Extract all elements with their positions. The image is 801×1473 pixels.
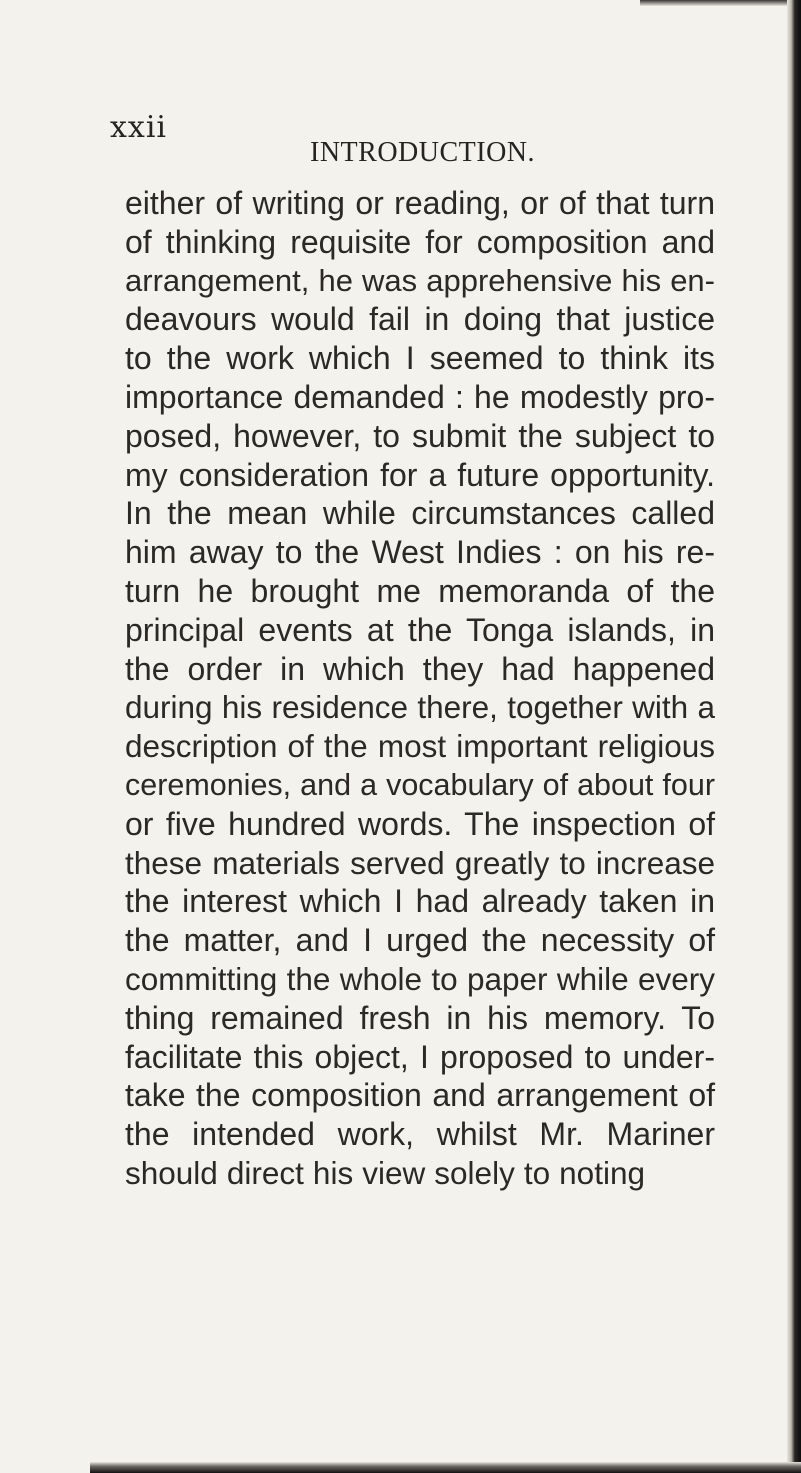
text-line: thing remained fresh in his memory. To	[125, 999, 715, 1036]
text-line: the order in which they had happened	[125, 650, 715, 687]
text-line: arrangement, he was apprehensive his en-	[125, 262, 715, 298]
text-line: principal events at the Tonga islands, in	[125, 611, 715, 648]
text-line: should direct his view solely to noting	[125, 1154, 645, 1191]
running-head: INTRODUCTION.	[310, 137, 536, 168]
text-line: these materials served greatly to increase	[125, 844, 715, 881]
text-line: deavours would fail in doing that justice	[125, 301, 715, 338]
page-right-edge	[787, 0, 801, 1473]
text-line: to the work which I seemed to think its	[125, 340, 715, 377]
text-line: my consideration for a future opportunity.	[125, 456, 715, 493]
page-header	[0, 110, 801, 170]
text-line: facilitate this object, I proposed to under-	[125, 1038, 715, 1075]
page-bottom-edge	[90, 1462, 801, 1473]
text-line: of thinking requisite for composition and	[125, 223, 715, 260]
text-line: In the mean while circumstances called	[125, 495, 715, 532]
text-line: importance demanded : he modestly pro-	[125, 378, 715, 415]
text-line: him away to the West Indies : on his re-	[125, 534, 715, 571]
text-line: the intended work, whilst Mr. Mariner	[125, 1116, 715, 1153]
text-line: the matter, and I urged the necessity of	[125, 922, 715, 959]
text-line: description of the most important religious	[125, 728, 715, 765]
text-line: during his residence there, together with a	[125, 689, 715, 726]
text-line: take the composition and arrangement of	[125, 1077, 715, 1114]
text-line: committing the whole to paper while every	[125, 960, 715, 997]
text-line: or five hundred words. The inspection of	[125, 805, 715, 842]
body-text	[125, 184, 715, 1193]
page-top-edge	[640, 0, 801, 6]
text-line: posed, however, to submit the subject to	[125, 417, 715, 454]
text-line: ceremonies, and a vocabulary of about four	[125, 767, 715, 802]
text-line: either of writing or reading, or of that turn	[125, 185, 715, 221]
text-line: the interest which I had already taken in	[125, 883, 715, 920]
text-line: turn he brought me memoranda of the	[125, 572, 715, 609]
page-number: xxii	[110, 110, 168, 145]
